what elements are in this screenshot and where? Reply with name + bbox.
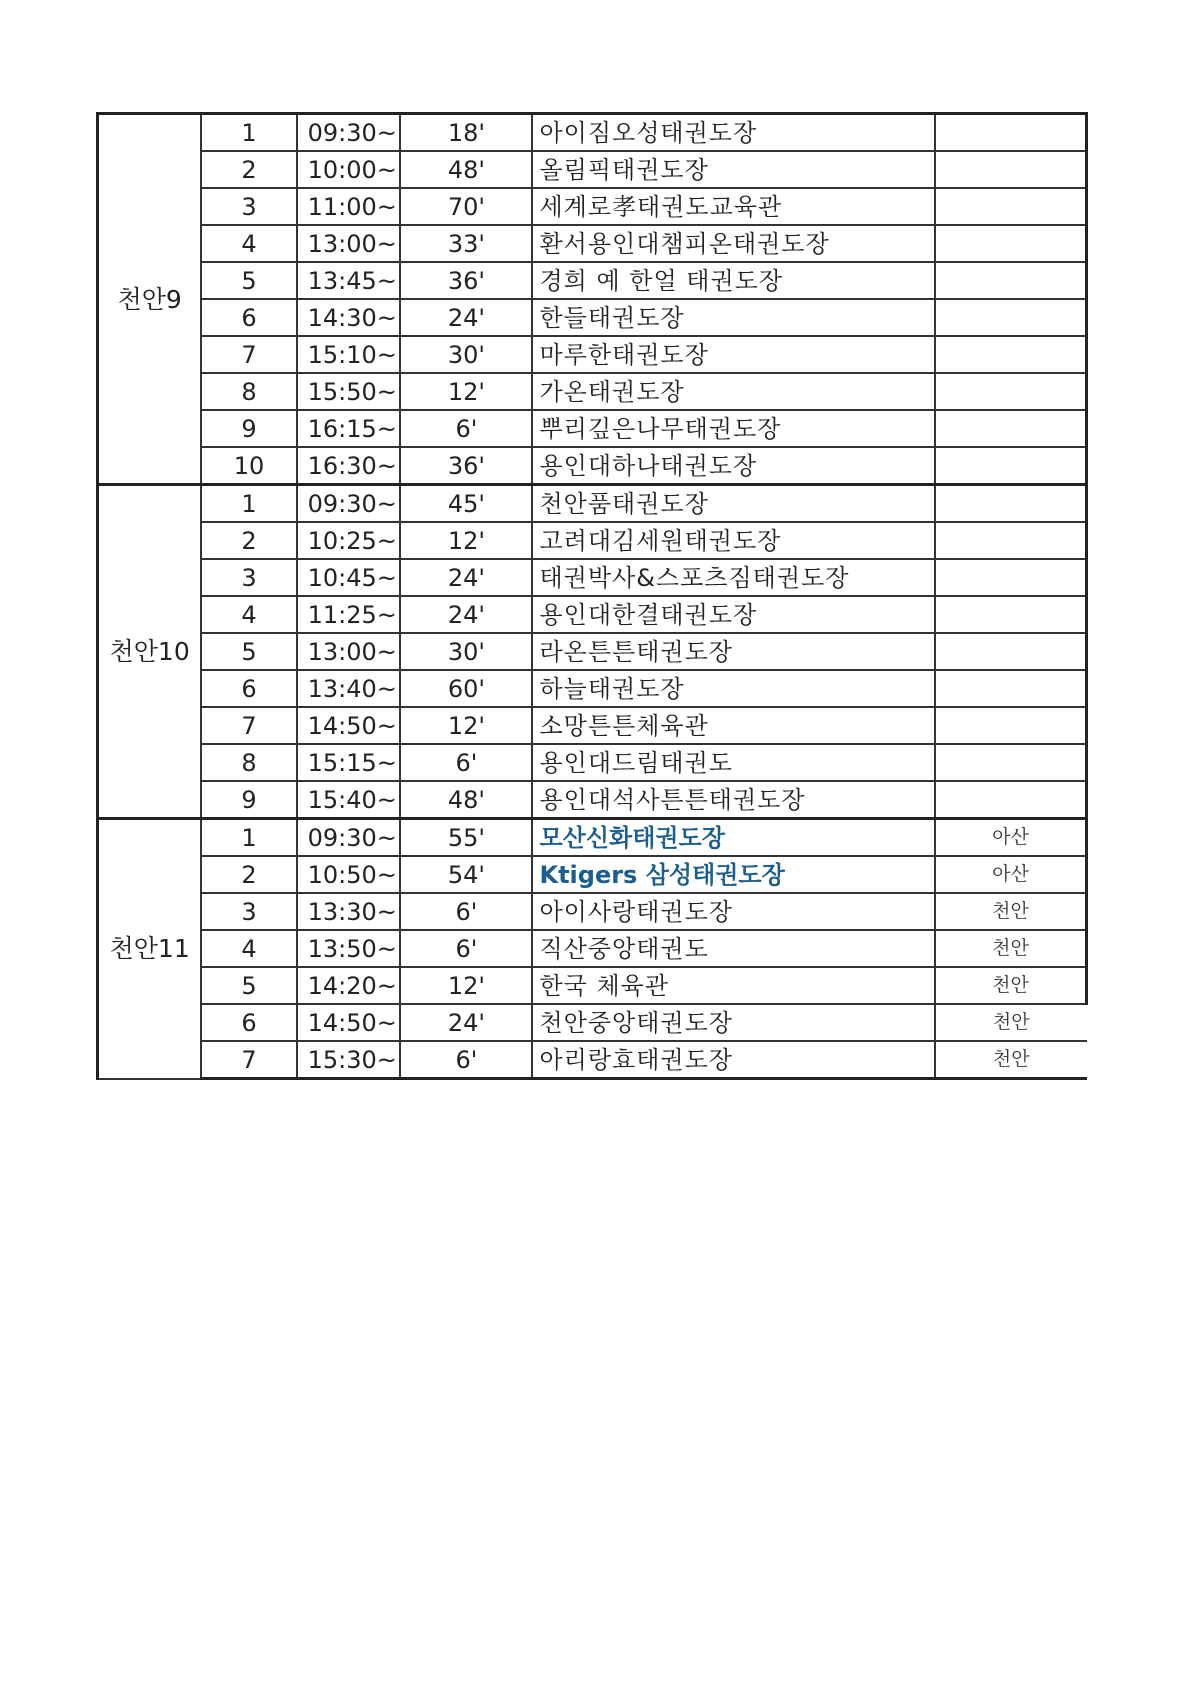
row-number: 2 bbox=[201, 856, 296, 893]
group-label: 천안10 bbox=[98, 485, 202, 819]
schedule-table bbox=[96, 112, 1088, 1080]
location: 천안 bbox=[935, 930, 1087, 967]
dojang-name: 마루한태권도장 bbox=[532, 336, 935, 373]
table-row bbox=[98, 114, 1087, 152]
row-number: 4 bbox=[201, 596, 296, 633]
row-number: 7 bbox=[201, 707, 296, 744]
dojang-name: 용인대드림태권도 bbox=[532, 744, 935, 781]
start-time: 13:45~ bbox=[297, 262, 401, 299]
location: 아산 bbox=[935, 856, 1087, 893]
row-number: 6 bbox=[201, 1004, 296, 1041]
start-time: 11:25~ bbox=[297, 596, 401, 633]
location bbox=[935, 781, 1087, 819]
row-number: 8 bbox=[201, 744, 296, 781]
duration: 30' bbox=[400, 336, 532, 373]
start-time: 09:30~ bbox=[297, 819, 401, 857]
start-time: 14:50~ bbox=[297, 1004, 401, 1041]
dojang-name: 소망튼튼체육관 bbox=[532, 707, 935, 744]
location bbox=[935, 151, 1087, 188]
location: 아산 bbox=[935, 819, 1087, 857]
location bbox=[935, 633, 1087, 670]
duration: 12' bbox=[400, 373, 532, 410]
location bbox=[935, 410, 1087, 447]
row-number: 3 bbox=[201, 559, 296, 596]
dojang-name: 가온태권도장 bbox=[532, 373, 935, 410]
location bbox=[935, 336, 1087, 373]
start-time: 13:50~ bbox=[297, 930, 401, 967]
table-row bbox=[98, 856, 1087, 893]
start-time: 09:30~ bbox=[297, 485, 401, 523]
row-number: 1 bbox=[201, 485, 296, 523]
duration: 45' bbox=[400, 485, 532, 523]
row-number: 9 bbox=[201, 781, 296, 819]
row-number: 1 bbox=[201, 114, 296, 152]
row-number: 7 bbox=[201, 336, 296, 373]
dojang-name: 아이짐오성태권도장 bbox=[532, 114, 935, 152]
location bbox=[935, 262, 1087, 299]
start-time: 10:50~ bbox=[297, 856, 401, 893]
start-time: 14:50~ bbox=[297, 707, 401, 744]
duration: 36' bbox=[400, 447, 532, 485]
start-time: 10:45~ bbox=[297, 559, 401, 596]
location bbox=[935, 188, 1087, 225]
start-time: 15:30~ bbox=[297, 1041, 401, 1079]
dojang-name: 용인대한결태권도장 bbox=[532, 596, 935, 633]
start-time: 15:50~ bbox=[297, 373, 401, 410]
dojang-name: Ktigers 삼성태권도장 bbox=[532, 856, 935, 893]
location bbox=[935, 485, 1087, 523]
location: 천안 bbox=[935, 967, 1087, 1004]
group-label: 천안11 bbox=[98, 819, 202, 1079]
table-row bbox=[98, 707, 1087, 744]
dojang-name: 한국 체육관 bbox=[532, 967, 935, 1004]
location bbox=[935, 225, 1087, 262]
duration: 48' bbox=[400, 151, 532, 188]
table-row bbox=[98, 967, 1087, 1004]
row-number: 3 bbox=[201, 188, 296, 225]
dojang-name: 뿌리깊은나무태권도장 bbox=[532, 410, 935, 447]
row-number: 1 bbox=[201, 819, 296, 857]
duration: 70' bbox=[400, 188, 532, 225]
dojang-name: 고려대김세원태권도장 bbox=[532, 522, 935, 559]
duration: 24' bbox=[400, 596, 532, 633]
start-time: 14:20~ bbox=[297, 967, 401, 1004]
duration: 55' bbox=[400, 819, 532, 857]
duration: 24' bbox=[400, 1004, 532, 1041]
location: 천안 bbox=[935, 1041, 1087, 1079]
table-row bbox=[98, 522, 1087, 559]
dojang-name: 라온튼튼태권도장 bbox=[532, 633, 935, 670]
location: 천안 bbox=[935, 1004, 1087, 1041]
table-row bbox=[98, 447, 1087, 485]
dojang-name: 용인대석사튼튼태권도장 bbox=[532, 781, 935, 819]
dojang-name: 환서용인대챔피온태권도장 bbox=[532, 225, 935, 262]
dojang-name: 아리랑효태권도장 bbox=[532, 1041, 935, 1079]
location bbox=[935, 559, 1087, 596]
start-time: 13:00~ bbox=[297, 225, 401, 262]
group-label: 천안9 bbox=[98, 114, 202, 485]
table-row bbox=[98, 1041, 1087, 1079]
location bbox=[935, 744, 1087, 781]
row-number: 5 bbox=[201, 262, 296, 299]
dojang-name: 천안중앙태권도장 bbox=[532, 1004, 935, 1041]
table-row bbox=[98, 559, 1087, 596]
duration: 24' bbox=[400, 559, 532, 596]
table-row bbox=[98, 188, 1087, 225]
start-time: 10:00~ bbox=[297, 151, 401, 188]
location bbox=[935, 670, 1087, 707]
start-time: 15:15~ bbox=[297, 744, 401, 781]
row-number: 3 bbox=[201, 893, 296, 930]
table-row bbox=[98, 633, 1087, 670]
duration: 6' bbox=[400, 893, 532, 930]
table-row bbox=[98, 336, 1087, 373]
duration: 6' bbox=[400, 1041, 532, 1079]
table-row bbox=[98, 373, 1087, 410]
table-row bbox=[98, 930, 1087, 967]
duration: 60' bbox=[400, 670, 532, 707]
duration: 24' bbox=[400, 299, 532, 336]
table-row bbox=[98, 1004, 1087, 1041]
start-time: 13:00~ bbox=[297, 633, 401, 670]
start-time: 15:10~ bbox=[297, 336, 401, 373]
duration: 48' bbox=[400, 781, 532, 819]
dojang-name: 태권박사&스포츠짐태권도장 bbox=[532, 559, 935, 596]
duration: 36' bbox=[400, 262, 532, 299]
table-row bbox=[98, 670, 1087, 707]
table-row bbox=[98, 151, 1087, 188]
start-time: 14:30~ bbox=[297, 299, 401, 336]
location bbox=[935, 373, 1087, 410]
location bbox=[935, 596, 1087, 633]
start-time: 10:25~ bbox=[297, 522, 401, 559]
dojang-name: 용인대하나태권도장 bbox=[532, 447, 935, 485]
schedule-body bbox=[98, 114, 1087, 1079]
location bbox=[935, 707, 1087, 744]
start-time: 15:40~ bbox=[297, 781, 401, 819]
table-row bbox=[98, 596, 1087, 633]
dojang-name: 아이사랑태권도장 bbox=[532, 893, 935, 930]
dojang-name: 천안품태권도장 bbox=[532, 485, 935, 523]
row-number: 4 bbox=[201, 225, 296, 262]
dojang-name: 하늘태권도장 bbox=[532, 670, 935, 707]
row-number: 4 bbox=[201, 930, 296, 967]
duration: 18' bbox=[400, 114, 532, 152]
row-number: 10 bbox=[201, 447, 296, 485]
start-time: 16:30~ bbox=[297, 447, 401, 485]
dojang-name: 세계로孝태권도교육관 bbox=[532, 188, 935, 225]
row-number: 6 bbox=[201, 670, 296, 707]
table-row bbox=[98, 299, 1087, 336]
duration: 6' bbox=[400, 744, 532, 781]
duration: 12' bbox=[400, 707, 532, 744]
start-time: 09:30~ bbox=[297, 114, 401, 152]
dojang-name: 한들태권도장 bbox=[532, 299, 935, 336]
row-number: 7 bbox=[201, 1041, 296, 1079]
location bbox=[935, 299, 1087, 336]
table-row bbox=[98, 225, 1087, 262]
row-number: 2 bbox=[201, 522, 296, 559]
duration: 54' bbox=[400, 856, 532, 893]
row-number: 9 bbox=[201, 410, 296, 447]
dojang-name: 경희 예 한얼 태권도장 bbox=[532, 262, 935, 299]
duration: 6' bbox=[400, 410, 532, 447]
table-row bbox=[98, 410, 1087, 447]
location bbox=[935, 114, 1087, 152]
start-time: 11:00~ bbox=[297, 188, 401, 225]
duration: 6' bbox=[400, 930, 532, 967]
row-number: 5 bbox=[201, 967, 296, 1004]
table-row bbox=[98, 744, 1087, 781]
start-time: 16:15~ bbox=[297, 410, 401, 447]
table-row bbox=[98, 819, 1087, 857]
location bbox=[935, 447, 1087, 485]
location bbox=[935, 522, 1087, 559]
duration: 12' bbox=[400, 522, 532, 559]
location: 천안 bbox=[935, 893, 1087, 930]
dojang-name: 모산신화태권도장 bbox=[532, 819, 935, 857]
table-row bbox=[98, 262, 1087, 299]
dojang-name: 올림픽태권도장 bbox=[532, 151, 935, 188]
row-number: 2 bbox=[201, 151, 296, 188]
dojang-name: 직산중앙태권도 bbox=[532, 930, 935, 967]
row-number: 8 bbox=[201, 373, 296, 410]
table-row bbox=[98, 893, 1087, 930]
row-number: 5 bbox=[201, 633, 296, 670]
start-time: 13:40~ bbox=[297, 670, 401, 707]
table-row bbox=[98, 485, 1087, 523]
table-row bbox=[98, 781, 1087, 819]
start-time: 13:30~ bbox=[297, 893, 401, 930]
row-number: 6 bbox=[201, 299, 296, 336]
duration: 12' bbox=[400, 967, 532, 1004]
duration: 30' bbox=[400, 633, 532, 670]
duration: 33' bbox=[400, 225, 532, 262]
